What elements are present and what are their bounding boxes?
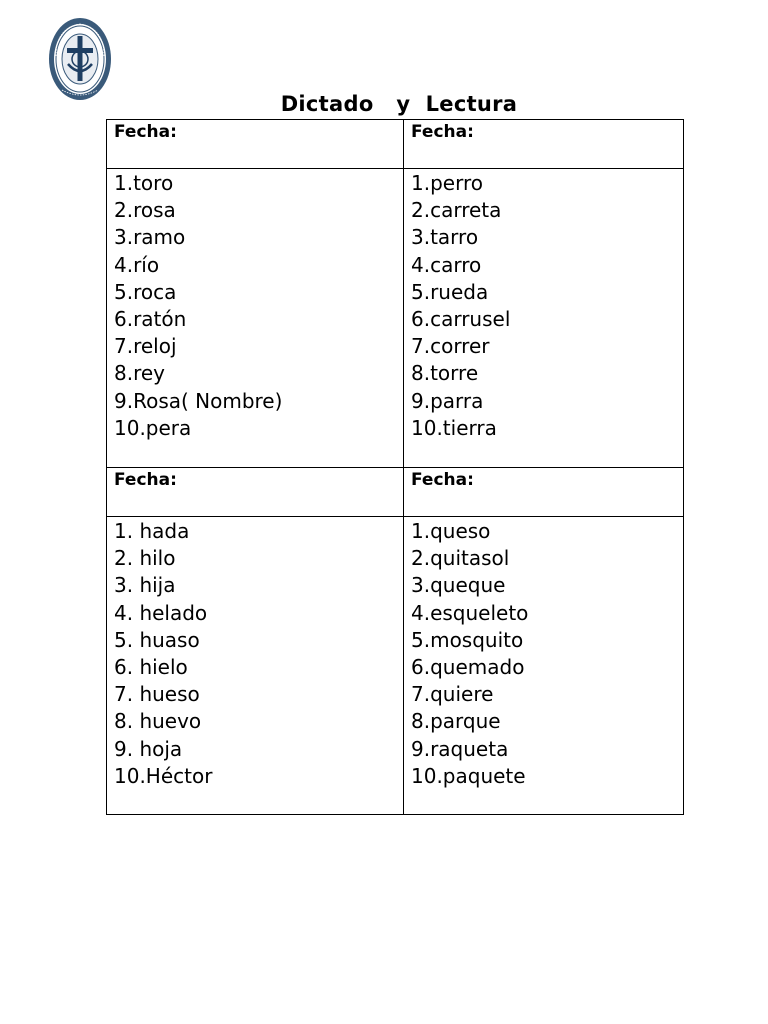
date-label: Fecha: — [114, 470, 177, 490]
list-item: 7.reloj — [114, 334, 177, 359]
list-item: 2.carreta — [411, 198, 502, 223]
list-item: 10.tierra — [411, 415, 497, 440]
list-item: 7.correr — [411, 334, 490, 359]
list-item: 8.parque — [411, 709, 501, 734]
school-crest-svg — [46, 16, 114, 102]
list-item: 2.rosa — [114, 198, 176, 223]
date-row-2 — [107, 468, 684, 517]
list-item: 6.quemado — [411, 655, 525, 680]
list-item: 8. huevo — [114, 709, 202, 734]
word-list-rr — [411, 169, 683, 442]
list-item: 2.quitasol — [411, 546, 510, 571]
list-item: 8.torre — [411, 361, 479, 386]
list-item: 6.ratón — [114, 307, 187, 332]
list-item: 5.roca — [114, 279, 177, 304]
list-item: 5.mosquito — [411, 627, 524, 652]
list-item: 9. hoja — [114, 736, 183, 761]
word-row-2 — [107, 517, 684, 815]
date-label: Fecha: — [114, 122, 177, 142]
word-list-cell-h-words — [107, 517, 404, 815]
date-cell-right-1[interactable] — [404, 120, 684, 169]
school-crest-icon — [46, 16, 114, 102]
date-cell-right-2[interactable] — [404, 468, 684, 517]
list-item: 10.Héctor — [114, 763, 213, 788]
date-row-1 — [107, 120, 684, 169]
list-item: 3.ramo — [114, 225, 186, 250]
list-item: 2. hilo — [114, 546, 176, 571]
list-item: 3.tarro — [411, 225, 479, 250]
list-item: 5. huaso — [114, 627, 200, 652]
list-item: 5.rueda — [411, 279, 489, 304]
list-item: 10.pera — [114, 415, 192, 440]
list-item: 3. hija — [114, 573, 176, 598]
word-list-h — [114, 517, 403, 790]
word-list-cell-r-words — [107, 169, 404, 468]
dictation-table — [106, 119, 684, 815]
list-item: 4.esqueleto — [411, 600, 529, 625]
list-item: 1. hada — [114, 519, 190, 543]
list-item: 8.rey — [114, 361, 166, 386]
list-item: 7. hueso — [114, 682, 200, 707]
list-item: 9.raqueta — [411, 736, 509, 761]
page-title: Dictado y Lectura — [280, 92, 518, 116]
date-label: Fecha: — [411, 470, 474, 490]
date-label: Fecha: — [411, 122, 474, 142]
word-list-cell-rr-words — [404, 169, 684, 468]
list-item: 6. hielo — [114, 655, 188, 680]
word-row-1 — [107, 169, 684, 468]
list-item: 4.carro — [411, 252, 482, 277]
date-cell-left-1[interactable] — [107, 120, 404, 169]
list-item: 1.perro — [411, 171, 483, 195]
list-item: 7.quiere — [411, 682, 494, 707]
list-item: 4.río — [114, 252, 160, 277]
list-item: 1.queso — [411, 519, 491, 543]
word-list-cell-qu-words — [404, 517, 684, 815]
list-item: 9.Rosa( Nombre) — [114, 388, 283, 413]
date-cell-left-2[interactable] — [107, 468, 404, 517]
word-list-r — [114, 169, 403, 442]
list-item: 10.paquete — [411, 763, 526, 788]
list-item: 4. helado — [114, 600, 208, 625]
list-item: 9.parra — [411, 388, 484, 413]
list-item: 1.toro — [114, 171, 174, 195]
list-item: 6.carrusel — [411, 307, 511, 332]
word-list-qu — [411, 517, 683, 790]
list-item: 3.queque — [411, 573, 506, 598]
